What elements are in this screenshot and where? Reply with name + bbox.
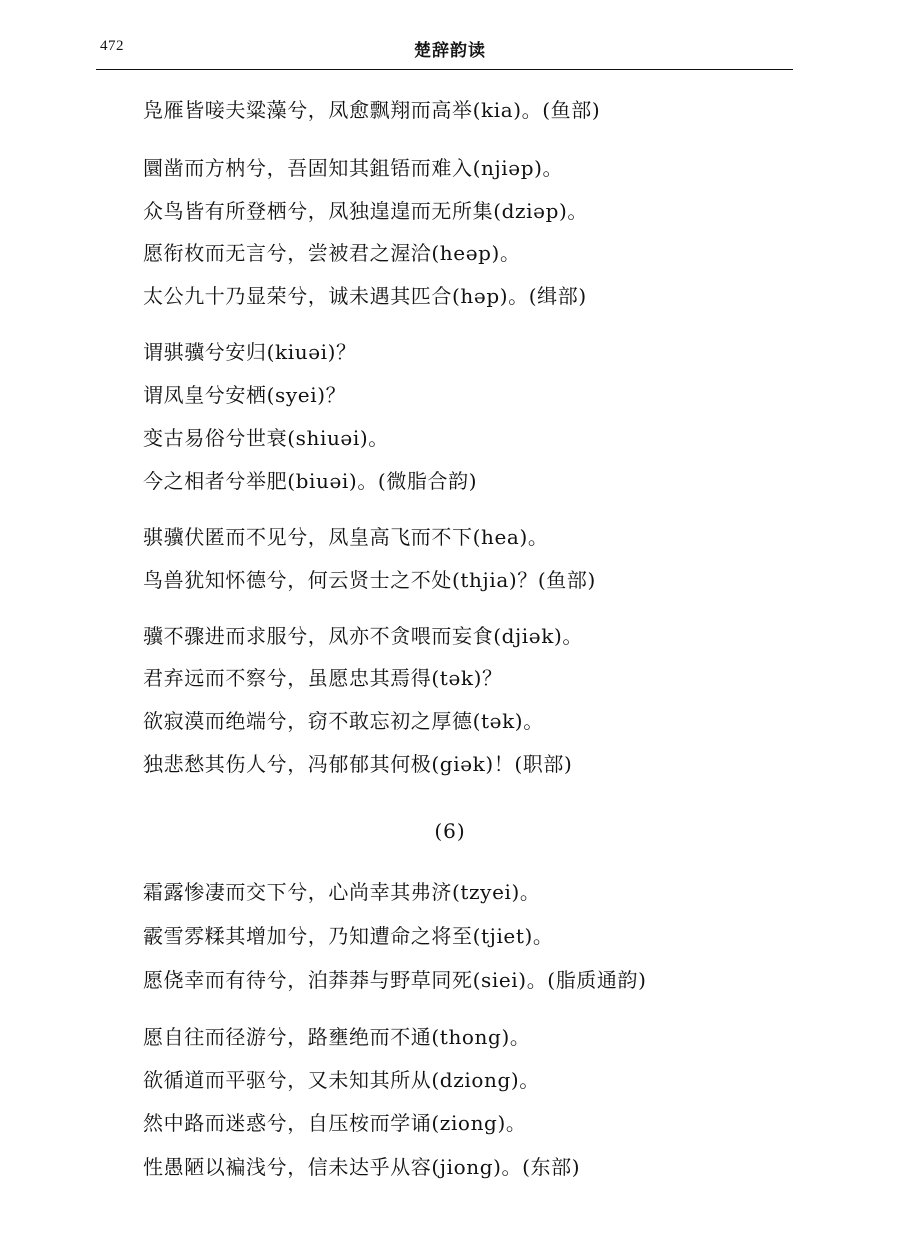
header-rule — [96, 69, 793, 70]
text-line: 霰雪雰糅其增加兮，乃知遭命之将至(tjiet)。 — [143, 924, 554, 948]
text-line: 谓凤皇兮安栖(syei)？ — [143, 383, 347, 407]
text-line: 鸟兽犹知怀德兮，何云贤士之不处(thjia)？(鱼部) — [143, 568, 596, 592]
text-line: 霜露惨凄而交下兮，心尚幸其弗济(tzyei)。 — [143, 880, 541, 904]
text-line: 然中路而迷惑兮，自压桉而学诵(ziong)。 — [143, 1111, 527, 1135]
section-number: (6) — [434, 819, 466, 843]
text-line: 独悲愁其伤人兮，冯郁郁其何极(giək)！(职部) — [143, 752, 573, 776]
page-number: 472 — [100, 38, 124, 54]
text-line: 君弃远而不察兮，虽愿忠其焉得(tək)？ — [143, 666, 503, 690]
text-line: 愿自往而径游兮，路壅绝而不通(thong)。 — [143, 1025, 531, 1049]
text-line: 凫雁皆唼夫粱藻兮，凤愈飘翔而高举(kia)。(鱼部) — [143, 98, 601, 122]
text-line: 太公九十乃显荣兮，诚未遇其匹合(həp)。(缉部) — [143, 284, 587, 308]
text-line: 圜凿而方枘兮，吾固知其鉏铻而难入(njiəp)。 — [143, 156, 564, 180]
text-line: 欲寂漠而绝端兮，窃不敢忘初之厚德(tək)。 — [143, 709, 544, 733]
text-line: 性愚陋以褊浅兮，信未达乎从容(jiong)。(东部) — [143, 1155, 581, 1179]
text-line: 谓骐骥兮安归(kiuəi)？ — [143, 340, 357, 364]
text-line: 众鸟皆有所登栖兮，凤独遑遑而无所集(dziəp)。 — [143, 199, 588, 223]
text-line: 愿衔枚而无言兮，尝被君之渥洽(heəp)。 — [143, 241, 521, 265]
text-line: 今之相者兮举肥(biuəi)。(微脂合韵) — [143, 469, 478, 493]
text-line: 欲循道而平驱兮，又未知其所从(dziong)。 — [143, 1068, 540, 1092]
running-head-title: 楚辞韵读 — [414, 41, 486, 61]
text-line: 变古易俗兮世衰(shiuəi)。 — [143, 426, 389, 450]
text-line: 愿侥幸而有待兮，泊莽莽与野草同死(siei)。(脂质通韵) — [143, 968, 647, 992]
text-line: 骥不骤进而求服兮，凤亦不贪喂而妄食(djiək)。 — [143, 624, 583, 648]
text-line: 骐骥伏匿而不见兮，凤皇高飞而不下(hea)。 — [143, 525, 549, 549]
